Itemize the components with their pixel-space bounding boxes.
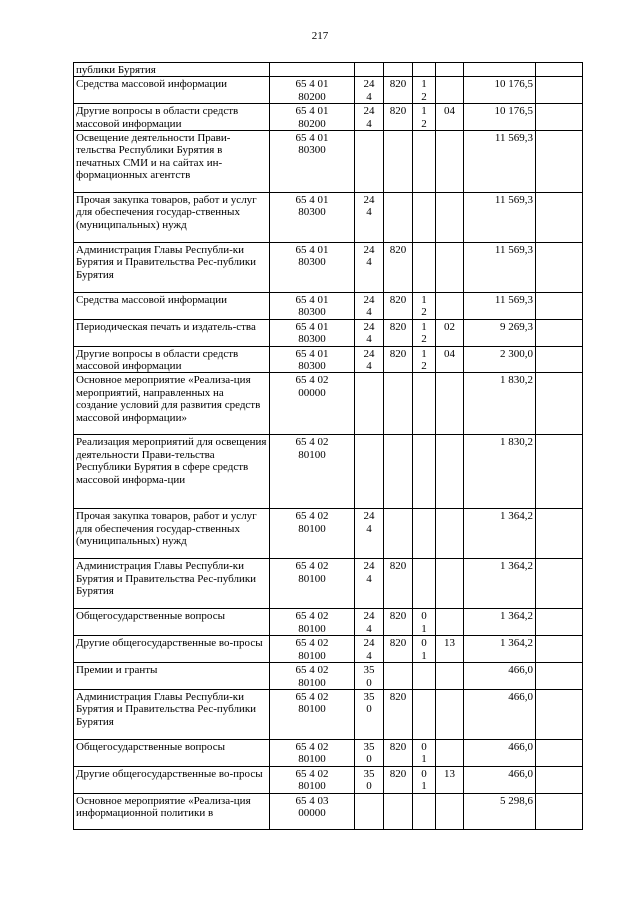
cell-section xyxy=(413,559,436,609)
expense-type-line1: 24 xyxy=(363,244,375,257)
cell-subsection xyxy=(436,509,464,559)
cell-name: Общегосударственные вопросы xyxy=(74,739,270,766)
cell-amount: 9 269,3 xyxy=(464,319,536,346)
cell-target-article xyxy=(270,346,355,373)
cell-target-article xyxy=(270,373,355,435)
cell-amount: 2 300,0 xyxy=(464,346,536,373)
cell-grbs: 820 xyxy=(384,319,413,346)
cell-subsection: 13 xyxy=(436,766,464,793)
expense-type-line1: 24 xyxy=(363,294,375,307)
section-line2: 2 xyxy=(421,90,427,103)
cell-amount: 11 569,3 xyxy=(464,193,536,243)
target-article-line1: 65 4 02 xyxy=(295,560,329,573)
table-row xyxy=(74,559,583,609)
cell-section xyxy=(413,346,436,373)
expense-type-line1: 24 xyxy=(363,610,375,623)
table-row xyxy=(74,346,583,373)
cell-extra xyxy=(536,663,583,690)
target-article-line2: 80300 xyxy=(298,333,326,346)
expense-type-line1: 35 xyxy=(363,690,375,703)
cell-grbs: 820 xyxy=(384,293,413,320)
cell-extra xyxy=(536,193,583,243)
section-line2: 2 xyxy=(421,117,427,130)
cell-section xyxy=(413,766,436,793)
table-row xyxy=(74,636,583,663)
section-line2: 1 xyxy=(421,780,427,793)
cell-grbs xyxy=(384,373,413,435)
target-article-line1: 65 4 02 xyxy=(295,436,329,449)
table-row xyxy=(74,104,583,131)
section-line1: 1 xyxy=(421,320,427,333)
cell-name: Другие вопросы в области средств массовой информации xyxy=(74,104,270,131)
cell-subsection xyxy=(436,689,464,739)
expense-type-line2: 4 xyxy=(366,117,372,130)
expense-type-line2: 4 xyxy=(366,90,372,103)
cell-name: Средства массовой информации xyxy=(74,293,270,320)
cell-grbs: 820 xyxy=(384,77,413,104)
cell-section xyxy=(413,663,436,690)
cell-subsection xyxy=(436,435,464,509)
expense-type-line2: 4 xyxy=(366,649,372,662)
table-row xyxy=(74,63,583,77)
cell-expense-type xyxy=(355,104,384,131)
cell-subsection xyxy=(436,559,464,609)
target-article-line1: 65 4 01 xyxy=(295,105,329,118)
cell-section xyxy=(413,243,436,293)
target-article-line2: 80300 xyxy=(298,144,326,157)
table-row xyxy=(74,689,583,739)
target-article-line2: 80300 xyxy=(298,360,326,373)
cell-amount: 1 364,2 xyxy=(464,509,536,559)
cell-extra xyxy=(536,243,583,293)
cell-grbs xyxy=(384,793,413,829)
cell-expense-type xyxy=(355,435,384,509)
expense-type-line1: 24 xyxy=(363,560,375,573)
cell-amount: 1 364,2 xyxy=(464,559,536,609)
table-row xyxy=(74,766,583,793)
cell-name: Администрация Главы Республи-ки Бурятия и Правительства Рес-публики Бурятия xyxy=(74,559,270,609)
target-article-line1: 65 4 02 xyxy=(295,510,329,523)
table-row xyxy=(74,435,583,509)
table-row xyxy=(74,319,583,346)
cell-amount: 1 830,2 xyxy=(464,435,536,509)
cell-amount: 11 569,3 xyxy=(464,131,536,193)
section-line1: 0 xyxy=(421,740,427,753)
cell-amount: 466,0 xyxy=(464,663,536,690)
cell-section xyxy=(413,435,436,509)
section-line1: 1 xyxy=(421,105,427,118)
cell-subsection xyxy=(436,131,464,193)
cell-target-article xyxy=(270,77,355,104)
cell-section xyxy=(413,739,436,766)
section-line1: 1 xyxy=(421,78,427,91)
cell-name: Администрация Главы Республи-ки Бурятия и Правительства Рес-публики Бурятия xyxy=(74,689,270,739)
cell-section xyxy=(413,636,436,663)
section-line2: 1 xyxy=(421,649,427,662)
cell-subsection xyxy=(436,373,464,435)
cell-target-article xyxy=(270,739,355,766)
cell-amount: 1 364,2 xyxy=(464,609,536,636)
cell-target-article xyxy=(270,319,355,346)
table-row xyxy=(74,131,583,193)
target-article-line2: 80300 xyxy=(298,306,326,319)
section-line1: 1 xyxy=(421,294,427,307)
table-row xyxy=(74,509,583,559)
expense-type-line1: 24 xyxy=(363,637,375,650)
section-line1: 0 xyxy=(421,610,427,623)
target-article-line2: 80200 xyxy=(298,117,326,130)
target-article-line2: 00000 xyxy=(298,386,326,399)
cell-amount: 5 298,6 xyxy=(464,793,536,829)
target-article-line1: 65 4 01 xyxy=(295,78,329,91)
budget-table xyxy=(73,62,583,830)
cell-extra xyxy=(536,739,583,766)
expense-type-line2: 0 xyxy=(366,780,372,793)
cell-expense-type xyxy=(355,793,384,829)
cell-name: Основное мероприятие «Реализа-ция информационной политики в xyxy=(74,793,270,829)
target-article-line1: 65 4 02 xyxy=(295,610,329,623)
cell-extra xyxy=(536,766,583,793)
cell-target-article xyxy=(270,766,355,793)
cell-name: Периодическая печать и издатель-ства xyxy=(74,319,270,346)
cell-expense-type xyxy=(355,131,384,193)
cell-amount: 10 176,5 xyxy=(464,77,536,104)
cell-section xyxy=(413,131,436,193)
cell-target-article xyxy=(270,793,355,829)
cell-target-article xyxy=(270,293,355,320)
expense-type-line2: 4 xyxy=(366,206,372,219)
table-row xyxy=(74,793,583,829)
cell-grbs xyxy=(384,63,413,77)
cell-subsection: 02 xyxy=(436,319,464,346)
cell-expense-type xyxy=(355,559,384,609)
cell-subsection xyxy=(436,63,464,77)
expense-type-line2: 4 xyxy=(366,622,372,635)
target-article-line2: 80200 xyxy=(298,90,326,103)
cell-name: Другие общегосударственные во-просы xyxy=(74,766,270,793)
cell-subsection xyxy=(436,739,464,766)
target-article-line1: 65 4 02 xyxy=(295,740,329,753)
table-row xyxy=(74,243,583,293)
table-row xyxy=(74,77,583,104)
table-row xyxy=(74,739,583,766)
cell-expense-type xyxy=(355,636,384,663)
cell-extra xyxy=(536,77,583,104)
cell-section xyxy=(413,77,436,104)
cell-subsection xyxy=(436,793,464,829)
cell-amount: 1 830,2 xyxy=(464,373,536,435)
cell-name: Администрация Главы Республи-ки Бурятия и Правительства Рес-публики Бурятия xyxy=(74,243,270,293)
target-article-line1: 65 4 02 xyxy=(295,637,329,650)
cell-target-article xyxy=(270,243,355,293)
cell-name: Другие общегосударственные во-просы xyxy=(74,636,270,663)
expense-type-line2: 0 xyxy=(366,753,372,766)
cell-name: Реализация мероприятий для освещения деятельности Прави-тельства Республики Бурятия в сфере средств массовой информа-ции xyxy=(74,435,270,509)
cell-name: Прочая закупка товаров, работ и услуг для обеспечения государ-ственных (муниципальных) нужд xyxy=(74,509,270,559)
target-article-line2: 00000 xyxy=(298,806,326,819)
cell-section xyxy=(413,319,436,346)
section-line2: 2 xyxy=(421,360,427,373)
cell-target-article xyxy=(270,193,355,243)
cell-name: Премии и гранты xyxy=(74,663,270,690)
target-article-line1: 65 4 02 xyxy=(295,690,329,703)
cell-subsection xyxy=(436,609,464,636)
expense-type-line2: 4 xyxy=(366,360,372,373)
target-article-line1: 65 4 02 xyxy=(295,374,329,387)
cell-section xyxy=(413,373,436,435)
expense-type-line1: 35 xyxy=(363,740,375,753)
cell-target-article xyxy=(270,559,355,609)
cell-expense-type xyxy=(355,319,384,346)
section-line1: 1 xyxy=(421,347,427,360)
cell-target-article xyxy=(270,663,355,690)
cell-grbs: 820 xyxy=(384,104,413,131)
cell-extra xyxy=(536,609,583,636)
cell-grbs: 820 xyxy=(384,636,413,663)
cell-subsection xyxy=(436,293,464,320)
cell-subsection: 04 xyxy=(436,346,464,373)
cell-section xyxy=(413,293,436,320)
cell-section xyxy=(413,104,436,131)
cell-subsection xyxy=(436,663,464,690)
target-article-line2: 80100 xyxy=(298,522,326,535)
cell-grbs: 820 xyxy=(384,766,413,793)
target-article-line1: 65 4 02 xyxy=(295,664,329,677)
cell-target-article xyxy=(270,609,355,636)
cell-target-article xyxy=(270,63,355,77)
cell-subsection: 04 xyxy=(436,104,464,131)
cell-expense-type xyxy=(355,373,384,435)
cell-extra xyxy=(536,373,583,435)
cell-expense-type xyxy=(355,63,384,77)
cell-target-article xyxy=(270,689,355,739)
cell-section xyxy=(413,509,436,559)
cell-section xyxy=(413,689,436,739)
expense-type-line1: 35 xyxy=(363,664,375,677)
cell-section xyxy=(413,63,436,77)
cell-expense-type xyxy=(355,243,384,293)
cell-name: Другие вопросы в области средств массовой информации xyxy=(74,346,270,373)
target-article-line2: 80100 xyxy=(298,572,326,585)
cell-target-article xyxy=(270,435,355,509)
cell-extra xyxy=(536,793,583,829)
cell-amount xyxy=(464,63,536,77)
expense-type-line1: 24 xyxy=(363,320,375,333)
cell-extra xyxy=(536,559,583,609)
cell-expense-type xyxy=(355,509,384,559)
cell-target-article xyxy=(270,636,355,663)
expense-type-line2: 0 xyxy=(366,703,372,716)
cell-name: Прочая закупка товаров, работ и услуг для обеспечения государ-ственных (муниципальных) нужд xyxy=(74,193,270,243)
section-line2: 1 xyxy=(421,753,427,766)
cell-grbs xyxy=(384,509,413,559)
target-article-line1: 65 4 01 xyxy=(295,320,329,333)
cell-expense-type xyxy=(355,293,384,320)
cell-amount: 10 176,5 xyxy=(464,104,536,131)
target-article-line2: 80300 xyxy=(298,256,326,269)
cell-expense-type xyxy=(355,77,384,104)
cell-extra xyxy=(536,435,583,509)
cell-grbs xyxy=(384,193,413,243)
target-article-line2: 80100 xyxy=(298,448,326,461)
target-article-line1: 65 4 01 xyxy=(295,132,329,145)
target-article-line2: 80100 xyxy=(298,753,326,766)
cell-expense-type xyxy=(355,609,384,636)
expense-type-line2: 4 xyxy=(366,522,372,535)
page-number: 217 xyxy=(311,30,329,42)
cell-amount: 1 364,2 xyxy=(464,636,536,663)
cell-grbs: 820 xyxy=(384,559,413,609)
cell-subsection xyxy=(436,243,464,293)
section-line2: 1 xyxy=(421,622,427,635)
section-line2: 2 xyxy=(421,306,427,319)
expense-type-line1: 24 xyxy=(363,194,375,207)
section-line1: 0 xyxy=(421,637,427,650)
expense-type-line2: 4 xyxy=(366,256,372,269)
cell-extra xyxy=(536,636,583,663)
cell-subsection xyxy=(436,77,464,104)
target-article-line2: 80300 xyxy=(298,206,326,219)
expense-type-line2: 4 xyxy=(366,572,372,585)
cell-expense-type xyxy=(355,346,384,373)
target-article-line1: 65 4 01 xyxy=(295,347,329,360)
table-row xyxy=(74,293,583,320)
cell-extra xyxy=(536,63,583,77)
cell-target-article xyxy=(270,131,355,193)
target-article-line1: 65 4 01 xyxy=(295,244,329,257)
cell-extra xyxy=(536,104,583,131)
cell-name: публики Бурятия xyxy=(74,63,270,77)
cell-name: Освещение деятельности Прави-тельства Республики Бурятия в печатных СМИ и на сайтах ин-формационных агентств xyxy=(74,131,270,193)
cell-grbs: 820 xyxy=(384,243,413,293)
section-line2: 2 xyxy=(421,333,427,346)
cell-expense-type xyxy=(355,663,384,690)
cell-name: Средства массовой информации xyxy=(74,77,270,104)
cell-extra xyxy=(536,509,583,559)
cell-target-article xyxy=(270,104,355,131)
cell-grbs xyxy=(384,131,413,193)
cell-grbs xyxy=(384,435,413,509)
cell-extra xyxy=(536,689,583,739)
cell-section xyxy=(413,609,436,636)
expense-type-line2: 4 xyxy=(366,333,372,346)
cell-name: Общегосударственные вопросы xyxy=(74,609,270,636)
cell-amount: 11 569,3 xyxy=(464,243,536,293)
cell-expense-type xyxy=(355,689,384,739)
table-row xyxy=(74,663,583,690)
expense-type-line1: 24 xyxy=(363,105,375,118)
expense-type-line2: 0 xyxy=(366,676,372,689)
cell-section xyxy=(413,193,436,243)
cell-amount: 466,0 xyxy=(464,739,536,766)
table-row xyxy=(74,373,583,435)
cell-extra xyxy=(536,293,583,320)
table-row xyxy=(74,193,583,243)
cell-amount: 466,0 xyxy=(464,766,536,793)
cell-expense-type xyxy=(355,193,384,243)
cell-amount: 11 569,3 xyxy=(464,293,536,320)
expense-type-line1: 24 xyxy=(363,510,375,523)
expense-type-line2: 4 xyxy=(366,306,372,319)
cell-extra xyxy=(536,346,583,373)
target-article-line1: 65 4 02 xyxy=(295,767,329,780)
expense-type-line1: 35 xyxy=(363,767,375,780)
section-line1: 0 xyxy=(421,767,427,780)
target-article-line1: 65 4 03 xyxy=(295,794,329,807)
cell-expense-type xyxy=(355,766,384,793)
table-body xyxy=(74,63,583,830)
cell-name: Основное мероприятие «Реализа-ция мероприятий, направленных на создание условий для развития средств массовой информации» xyxy=(74,373,270,435)
cell-grbs xyxy=(384,663,413,690)
target-article-line2: 80100 xyxy=(298,703,326,716)
cell-target-article xyxy=(270,509,355,559)
cell-extra xyxy=(536,319,583,346)
target-article-line1: 65 4 01 xyxy=(295,194,329,207)
target-article-line2: 80100 xyxy=(298,622,326,635)
expense-type-line1: 24 xyxy=(363,347,375,360)
target-article-line2: 80100 xyxy=(298,780,326,793)
cell-amount: 466,0 xyxy=(464,689,536,739)
target-article-line1: 65 4 01 xyxy=(295,294,329,307)
target-article-line2: 80100 xyxy=(298,649,326,662)
cell-grbs: 820 xyxy=(384,689,413,739)
table-row xyxy=(74,609,583,636)
cell-subsection xyxy=(436,193,464,243)
expense-type-line1: 24 xyxy=(363,78,375,91)
cell-expense-type xyxy=(355,739,384,766)
cell-section xyxy=(413,793,436,829)
cell-grbs: 820 xyxy=(384,739,413,766)
target-article-line2: 80100 xyxy=(298,676,326,689)
cell-grbs: 820 xyxy=(384,346,413,373)
cell-extra xyxy=(536,131,583,193)
cell-subsection: 13 xyxy=(436,636,464,663)
cell-grbs: 820 xyxy=(384,609,413,636)
